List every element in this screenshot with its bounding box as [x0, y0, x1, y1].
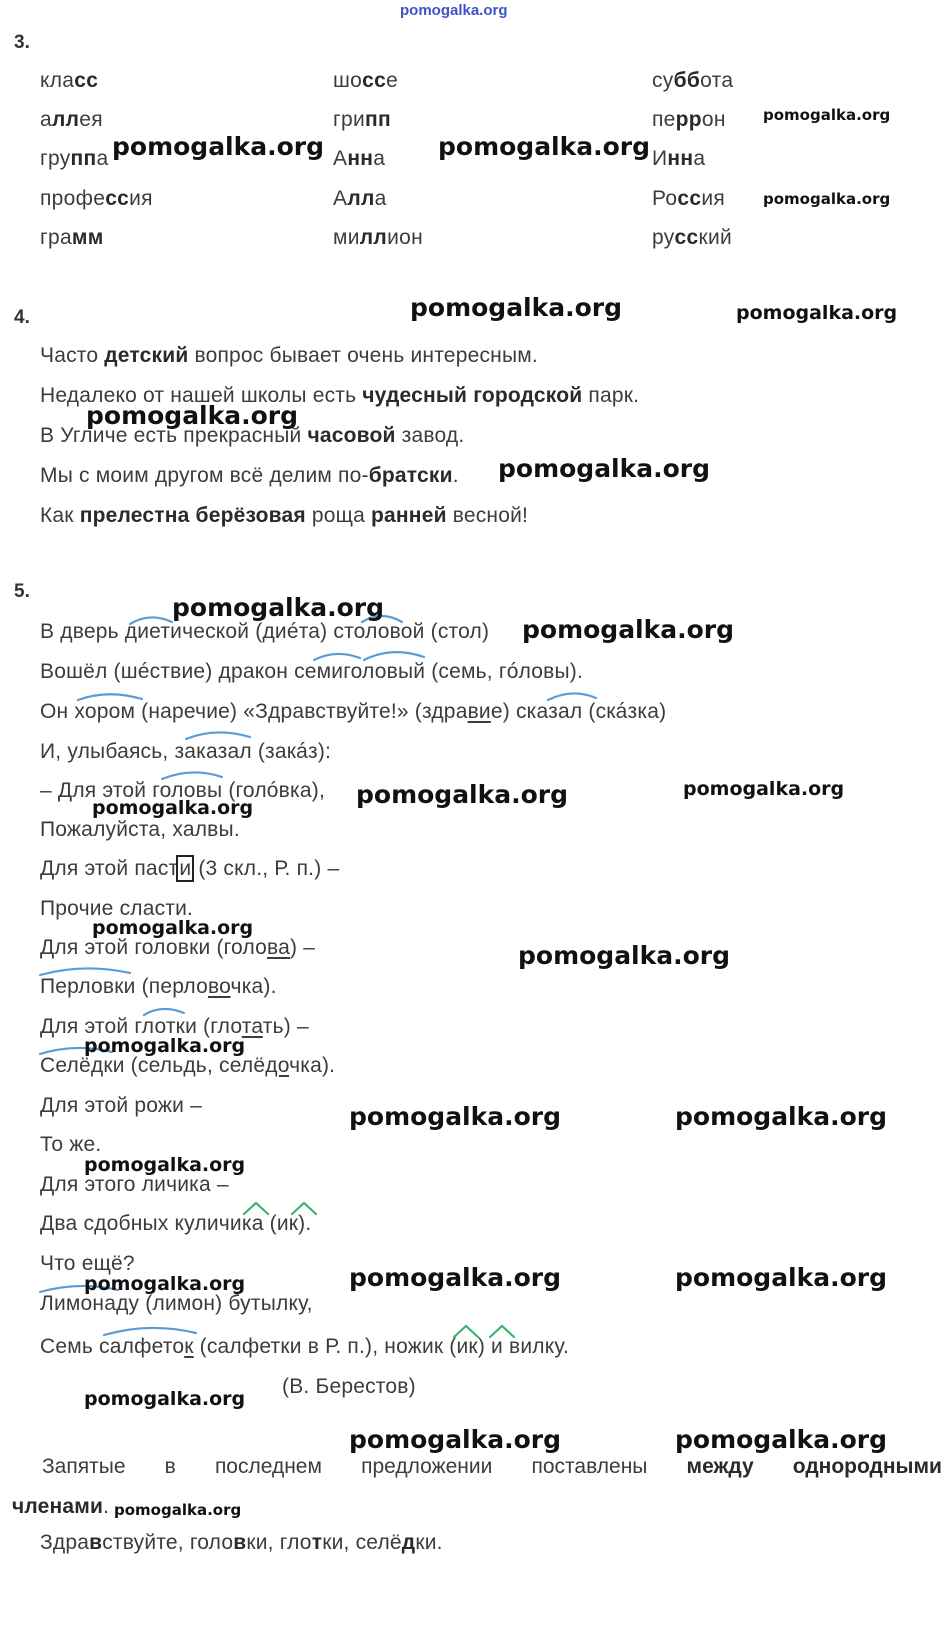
word-part: он — [701, 108, 726, 131]
bold-word: детский — [104, 344, 189, 367]
double-consonant: сс — [105, 187, 130, 210]
poem-line-6: Пожалуйста, халвы. — [40, 818, 240, 841]
text: Для этой паст — [40, 857, 179, 880]
text: Перловки (перло — [40, 975, 208, 998]
word-item — [333, 187, 387, 211]
underlined-suffix: к — [184, 1335, 194, 1358]
note-bold-word: членами — [12, 1495, 104, 1518]
word-part: а — [40, 108, 52, 131]
exercise-3-number: 3. — [14, 32, 30, 53]
poem-line-3 — [40, 700, 666, 724]
word-part: И — [652, 147, 668, 170]
watermark: pomogalka.org — [349, 1102, 562, 1131]
text: ть) – — [262, 1015, 309, 1038]
text: . — [452, 464, 459, 487]
poem-line-9 — [40, 936, 315, 960]
poem-line-16: Два сдобных куличика (ик). — [40, 1212, 312, 1235]
poem-line-12 — [40, 1054, 335, 1078]
word-part: ия — [129, 187, 153, 210]
word-part: а — [96, 147, 109, 170]
word-part: ки, — [322, 1531, 356, 1554]
watermark: pomogalka.org — [675, 1102, 888, 1131]
text: (салфетки в Р. п.), ножик (ик) и вилку. — [193, 1335, 570, 1358]
bold-word: ранней — [371, 504, 447, 527]
word-item — [652, 147, 705, 171]
watermark: pomogalka.org — [84, 1388, 246, 1410]
watermark: pomogalka.org — [349, 1425, 562, 1454]
double-consonant: бб — [673, 69, 701, 92]
underlined-root: до — [265, 1054, 290, 1077]
poem-line-7 — [40, 857, 339, 881]
word-part: е — [386, 69, 399, 92]
underlined-root: во — [208, 975, 231, 998]
watermark: pomogalka.org — [112, 132, 325, 161]
watermark: pomogalka.org — [84, 1273, 246, 1295]
note-word: Запятые — [42, 1455, 126, 1478]
word-part: ми — [333, 226, 360, 249]
watermark: pomogalka.org — [92, 917, 254, 939]
watermark: pomogalka.org — [763, 190, 891, 208]
word-part: пе — [652, 108, 676, 131]
poem-line-5: – Для этой головы (голóвка), — [40, 779, 325, 802]
word-item — [333, 69, 398, 93]
poem-line-13: Для этой рожи – — [40, 1094, 202, 1117]
text: Как — [40, 504, 80, 527]
watermark: pomogalka.org — [114, 1501, 242, 1519]
word-item — [40, 187, 153, 211]
ex4-sentence-1 — [40, 344, 538, 368]
unpronounced-consonant: в — [233, 1531, 247, 1554]
word-part: су — [652, 69, 674, 92]
text: Он хором (наречие) «Здравствуйте!» (здра — [40, 700, 468, 723]
ex4-sentence-5 — [40, 504, 528, 528]
exercise-5-number: 5. — [14, 581, 30, 602]
word-part: Здра — [40, 1531, 90, 1554]
text: . — [103, 1495, 110, 1518]
note-word: последнем — [214, 1455, 322, 1478]
text: Для этой головки (голо — [40, 936, 268, 959]
double-consonant: нн — [667, 147, 694, 170]
word-part: А — [333, 187, 348, 210]
unpronounced-consonant: д — [401, 1531, 416, 1554]
double-consonant: мм — [71, 226, 104, 249]
word-part: селё — [355, 1531, 402, 1554]
text: чка). — [289, 1054, 336, 1077]
word-part: ион — [387, 226, 423, 249]
text: Недалеко от нашей школы есть — [40, 384, 363, 407]
double-consonant: лл — [347, 187, 375, 210]
note-line-2 — [12, 1495, 109, 1519]
poem-line-10 — [40, 975, 277, 999]
watermark: pomogalka.org — [736, 302, 898, 324]
bold-word: братски — [368, 464, 453, 487]
word-part: Ро — [652, 187, 678, 210]
word-item — [333, 147, 385, 171]
double-consonant: рр — [675, 108, 702, 131]
text: (3 скл., Р. п.) – — [192, 857, 340, 880]
text: Селёдки (сельдь, селё — [40, 1054, 266, 1077]
word-part: шо — [333, 69, 363, 92]
word-item — [652, 108, 726, 132]
watermark: pomogalka.org — [518, 941, 731, 970]
poem-line-8: Прочие сласти. — [40, 897, 194, 920]
word-part: ота — [700, 69, 734, 92]
word-item — [40, 226, 104, 250]
bold-word: чудесный городской — [362, 384, 583, 407]
text: чка). — [230, 975, 277, 998]
word-part: ея — [79, 108, 103, 131]
root-arc — [186, 732, 250, 739]
text: Мы с моим другом всё делим по- — [40, 464, 369, 487]
watermark: pomogalka.org — [172, 593, 385, 622]
watermark: pomogalka.org — [92, 797, 254, 819]
word-item — [40, 108, 103, 132]
poem-line-19 — [40, 1335, 569, 1359]
watermark: pomogalka.org — [86, 401, 299, 430]
word-part: ки, — [246, 1531, 280, 1554]
note-bold-word: однородными — [792, 1455, 942, 1478]
root-arc — [104, 1328, 196, 1335]
underlined-root: ви — [467, 700, 491, 723]
note-word: поставлены — [531, 1455, 648, 1478]
text: вопрос бывает очень интересным. — [188, 344, 538, 367]
text: Часто — [40, 344, 105, 367]
watermark-top: pomogalka.org — [400, 2, 508, 19]
word-part: ки. — [415, 1531, 443, 1554]
word-part: ия — [701, 187, 726, 210]
poem-line-2: Вошёл (шéствие) дракон семиголовый (семь, гóловы). — [40, 660, 584, 683]
text: Семь салфето — [40, 1335, 185, 1358]
last-line — [40, 1531, 443, 1555]
text: завод. — [395, 424, 465, 447]
double-consonant: пп — [70, 147, 97, 170]
watermark: pomogalka.org — [498, 454, 711, 483]
text: весной! — [446, 504, 529, 527]
double-consonant: сс — [677, 187, 702, 210]
poem-line-15: Для этого личика – — [40, 1173, 229, 1196]
word-item — [333, 226, 423, 250]
word-part: гло — [279, 1531, 312, 1554]
bold-word: прелестна берёзовая — [79, 504, 306, 527]
poem-author: (В. Берестов) — [282, 1375, 416, 1398]
word-part: а — [693, 147, 706, 170]
bold-word: часовой — [307, 424, 396, 447]
watermark: pomogalka.org — [356, 780, 569, 809]
watermark: pomogalka.org — [410, 293, 623, 322]
watermark: pomogalka.org — [522, 615, 735, 644]
unpronounced-consonant: в — [89, 1531, 103, 1554]
word-part: гри — [333, 108, 365, 131]
root-arc — [364, 652, 424, 660]
word-item — [652, 187, 725, 211]
word-part: ствуйте, — [102, 1531, 190, 1554]
double-consonant: сс — [74, 69, 99, 92]
word-item — [40, 147, 108, 171]
word-part: а — [374, 187, 387, 210]
double-consonant: пп — [364, 108, 391, 131]
text: роща — [305, 504, 372, 527]
watermark: pomogalka.org — [349, 1263, 562, 1292]
double-consonant: лл — [51, 108, 80, 131]
double-consonant: лл — [359, 226, 388, 249]
word-item — [652, 226, 732, 250]
note-line-1 — [42, 1455, 942, 1479]
unpronounced-consonant: т — [311, 1531, 323, 1554]
text: В Угличе есть прекрасный — [40, 424, 308, 447]
watermark: pomogalka.org — [84, 1035, 246, 1057]
double-consonant: нн — [347, 147, 374, 170]
text: ) – — [290, 936, 316, 959]
poem-line-18: Лимонаду (лимон) бутылку, — [40, 1292, 313, 1315]
word-part: А — [333, 147, 348, 170]
text: е) сказал (скáзка) — [490, 700, 667, 723]
word-part: голо — [189, 1531, 234, 1554]
watermark: pomogalka.org — [675, 1263, 888, 1292]
poem-line-17: Что ещё? — [40, 1252, 135, 1275]
word-part: профе — [40, 187, 106, 210]
note-word: предложении — [361, 1455, 493, 1478]
word-part: ру — [652, 226, 675, 249]
watermark: pomogalka.org — [84, 1154, 246, 1176]
word-part: гру — [40, 147, 71, 170]
word-part: а — [373, 147, 386, 170]
word-item — [40, 69, 98, 93]
watermark: pomogalka.org — [763, 106, 891, 124]
exercise-4-number: 4. — [14, 307, 30, 328]
word-part: гра — [40, 226, 72, 249]
poem-line-14: То же. — [40, 1133, 102, 1156]
ex4-sentence-4 — [40, 464, 459, 488]
watermark: pomogalka.org — [675, 1425, 888, 1454]
word-item — [333, 108, 391, 132]
note-bold-word: между — [686, 1455, 754, 1478]
word-item — [652, 69, 733, 93]
watermark: pomogalka.org — [683, 778, 845, 800]
double-consonant: сс — [362, 69, 387, 92]
underlined-root: ва — [267, 936, 291, 959]
note-word: в — [164, 1455, 176, 1478]
boxed-ending: и — [179, 857, 192, 880]
text: парк. — [582, 384, 640, 407]
poem-line-4: И, улыбаясь, заказал (закáз): — [40, 740, 332, 763]
underlined-root: та — [241, 1015, 263, 1038]
word-part: кла — [40, 69, 75, 92]
word-part: кий — [698, 226, 733, 249]
poem-line-1: В дверь диетической (диéта) столовой (стол) — [40, 620, 490, 643]
double-consonant: сс — [674, 226, 699, 249]
text: Для этой глотки (гло — [40, 1015, 242, 1038]
watermark: pomogalka.org — [438, 132, 651, 161]
